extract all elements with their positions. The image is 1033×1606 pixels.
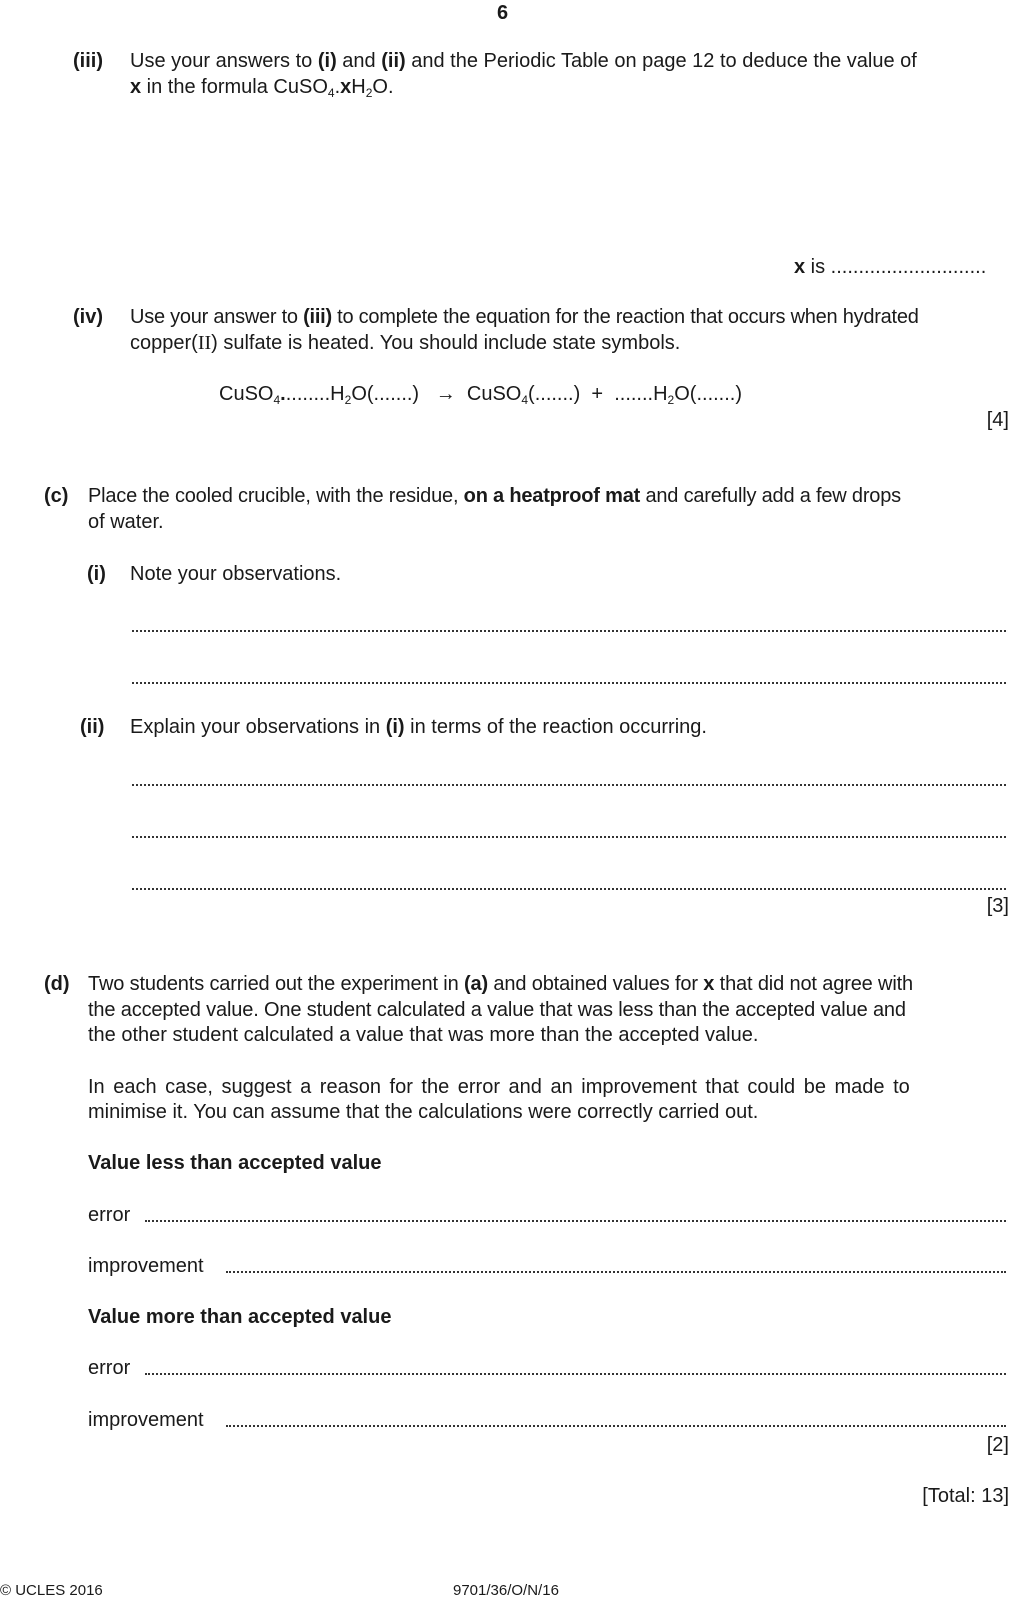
improvement-label: improvement: [88, 1409, 204, 1431]
question-c-text-line2: of water.: [88, 511, 164, 533]
answer-line[interactable]: [132, 776, 1006, 786]
answer-line[interactable]: [132, 622, 1006, 632]
text: ) sulfate is heated. You should include state symbols.: [211, 332, 681, 354]
ref-ii: (ii): [381, 50, 406, 72]
text: Place the cooled crucible, with the residue,: [88, 485, 464, 507]
text: in terms of the reaction occurring.: [404, 716, 707, 738]
variable-x: x: [340, 76, 352, 98]
question-label-c: (c): [44, 485, 69, 507]
text: copper(: [130, 332, 198, 354]
question-d-text-line5: minimise it. You can assume that the calculations were correctly carried out.: [88, 1101, 759, 1123]
error-answer-line[interactable]: [145, 1365, 1006, 1375]
text: to complete the equation for the reaction that occurs when hydrated: [331, 306, 919, 328]
question-iii-text-line1: [130, 48, 917, 74]
ref-i: (i): [385, 716, 405, 738]
text: .: [334, 76, 341, 98]
text: .......H: [614, 383, 668, 405]
subscript: 2: [365, 86, 373, 100]
text: and carefully add a few drops: [640, 485, 901, 507]
improvement-answer-line[interactable]: [226, 1417, 1006, 1427]
subscript: 2: [667, 393, 675, 407]
error-label: error: [88, 1204, 131, 1226]
text: and obtained values for: [487, 973, 704, 995]
question-label-iii: (iii): [73, 50, 103, 72]
ref-iii: (iii): [303, 306, 332, 328]
question-d-text-line4: In each case, suggest a reason for the error and an improvement that could be made to: [88, 1076, 910, 1098]
subscript: 2: [344, 393, 352, 407]
variable-x: x: [703, 973, 715, 995]
variable-x: x: [794, 256, 806, 278]
answer-line[interactable]: [132, 828, 1006, 838]
text: (.......): [528, 383, 581, 405]
marks-c: [3]: [986, 895, 1009, 917]
question-c-text-line1: [88, 483, 901, 509]
marks-d: [2]: [986, 1434, 1009, 1456]
page-number: 6: [497, 2, 509, 24]
text: H: [351, 76, 366, 98]
question-label-c-ii: (ii): [80, 716, 105, 738]
roman-numeral: II: [197, 332, 212, 354]
paper-code: 9701/36/O/N/16: [453, 1582, 559, 1599]
ref-i: (i): [317, 50, 337, 72]
improvement-answer-line[interactable]: [226, 1263, 1006, 1273]
subscript: 4: [327, 86, 335, 100]
emphasis: on a heatproof mat: [463, 485, 641, 507]
variable-x: x: [130, 76, 142, 98]
error-label: error: [88, 1357, 131, 1379]
marks-iv: [4]: [986, 409, 1009, 431]
equation[interactable]: [219, 381, 742, 407]
text: and the Periodic Table on page 12 to deduce the value of: [405, 50, 917, 72]
arrow-icon: →: [435, 383, 456, 405]
improvement-label: improvement: [88, 1255, 204, 1277]
less-heading: Value less than accepted value: [88, 1152, 382, 1174]
text: .: [280, 383, 286, 405]
text: Two students carried out the experiment in: [88, 973, 464, 995]
text: O.: [372, 76, 394, 98]
total-marks: [Total: 13]: [922, 1485, 1009, 1507]
copyright: © UCLES 2016: [0, 1582, 103, 1599]
text: CuSO: [466, 383, 522, 405]
question-d-text-line3: the other student calculated a value that was more than the accepted value.: [88, 1024, 759, 1046]
ref-a: (a): [463, 973, 488, 995]
question-label-iv: (iv): [73, 306, 103, 328]
text: Use your answers to: [130, 50, 318, 72]
text: ........H: [285, 383, 345, 405]
text: that did not agree with: [714, 973, 914, 995]
text: O(.......): [674, 383, 743, 405]
question-iii-text-line2: [130, 74, 394, 100]
text: Explain your observations in: [130, 716, 386, 738]
more-heading: Value more than accepted value: [88, 1306, 392, 1328]
error-answer-line[interactable]: [145, 1212, 1006, 1222]
question-d-text-line2: the accepted value. One student calculated a value that was less than the accepted value and: [88, 999, 906, 1021]
question-label-d: (d): [44, 973, 70, 995]
question-iv-text-line2: [130, 330, 680, 356]
question-d-text-line1: [88, 971, 913, 997]
question-c-i-text: Note your observations.: [130, 563, 342, 585]
text: CuSO: [219, 383, 274, 405]
answer-line[interactable]: [132, 674, 1006, 684]
answer-x-line[interactable]: [794, 254, 986, 280]
question-label-c-i: (i): [87, 563, 106, 585]
answer-line[interactable]: [132, 880, 1006, 890]
subscript: 4: [273, 393, 281, 407]
text: +: [591, 383, 604, 405]
answer-blank: is ............................: [805, 256, 987, 278]
question-iv-text-line1: [130, 304, 919, 330]
subscript: 4: [521, 393, 529, 407]
text: Use your answer to: [130, 306, 304, 328]
text: in the formula CuSO: [141, 76, 328, 98]
text: O(.......): [351, 383, 420, 405]
question-c-ii-text: [130, 714, 707, 740]
text: and: [336, 50, 382, 72]
